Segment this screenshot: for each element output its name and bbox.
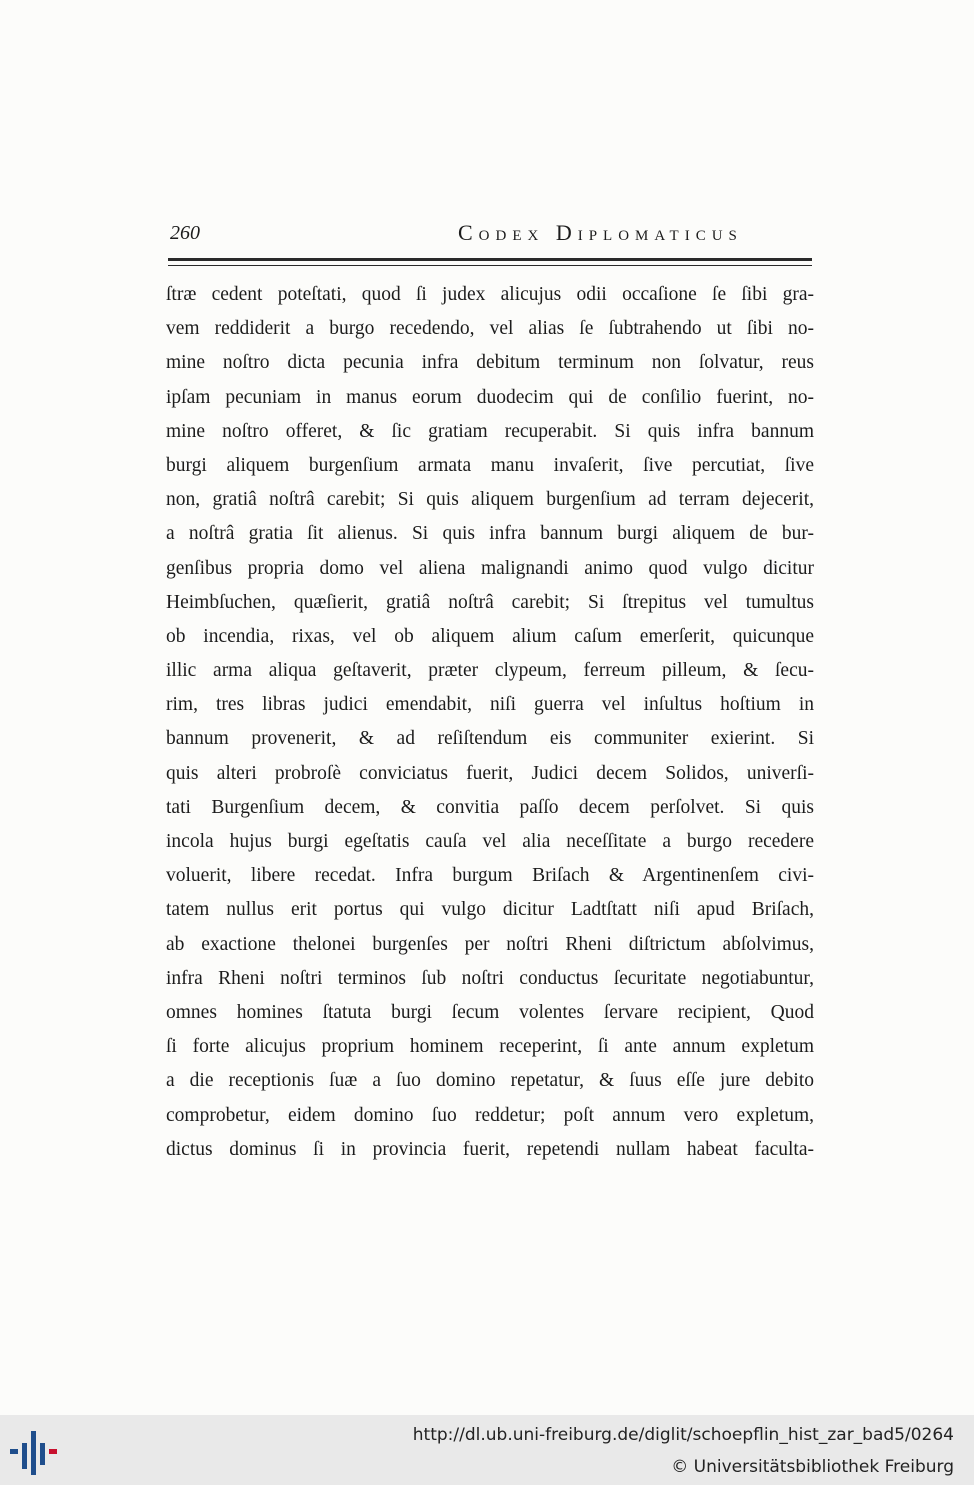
header-rule-thick [168, 258, 812, 261]
permalink-url[interactable]: http://dl.ub.uni-freiburg.de/diglit/schoepflin_hist_zar_bad5/0264 [412, 1425, 954, 1445]
text-line: tatem nullus erit portus qui vulgo dicitur Ladtſtatt niſi apud Briſach, [166, 899, 814, 921]
viewer-footer [0, 1415, 974, 1485]
text-line: bannum provenerit, & ad reſiſtendum eis communiter exierint. Si [166, 728, 814, 750]
header-rule-thin [168, 265, 812, 266]
text-line: burgi aliquem burgenſium armata manu invaſerit, ſive percutiat, ſive [166, 454, 814, 476]
text-line: non, gratiâ noſtrâ carebit; Si quis aliquem burgenſium ad terram dejecerit, [166, 489, 814, 511]
text-line: mine noſtro offeret, & ſic gratiam recuperabit. Si quis infra bannum [166, 420, 814, 442]
text-line: vem reddiderit a burgo recedendo, vel alias ſe ſubtrahendo ut ſibi no- [166, 318, 814, 340]
text-line: a noſtrâ gratia ſit alienus. Si quis infra bannum burgi aliquem de bur- [166, 523, 814, 545]
ub-freiburg-logo-icon[interactable] [8, 1425, 64, 1477]
text-line: omnes homines ſtatuta burgi ſecum volentes ſervare recipient, Quod [166, 1001, 814, 1023]
text-line: infra Rheni noſtri terminos ſub noſtri conductus ſecuritate negotiabuntur, [166, 967, 814, 989]
running-title: Codex Diplomaticus [458, 220, 743, 245]
text-line: voluerit, libere recedat. Infra burgum Briſach & Argentinenſem civi- [166, 865, 814, 887]
text-line: ſtræ cedent poteſtati, quod ſi judex alicujus odii occaſione ſe ſibi gra- [166, 284, 814, 305]
copyright-notice: © Universitätsbibliothek Freiburg [671, 1457, 954, 1477]
page-number: 260 [170, 222, 200, 244]
text-line: tati Burgenſium decem, & convitia paſſo decem perſolvet. Si quis [166, 796, 814, 818]
text-line: rim, tres libras judici emendabit, niſi guerra vel inſultus hoſtium in [166, 694, 814, 716]
text-line: dictus dominus ſi in provincia fuerit, repetendi nullam habeat faculta- [166, 1138, 814, 1160]
text-line: genſibus propria domo vel aliena malignandi animo quod vulgo dicitur [166, 557, 814, 579]
text-line: ob incendia, rixas, vel ob aliquem alium caſum emerſerit, quicunque [166, 625, 814, 647]
text-line: ipſam pecuniam in manus eorum duodecim qui de conſilio fuerint, no- [166, 386, 814, 408]
text-line: ſi forte alicujus proprium hominem receperint, ſi ante annum expletum [166, 1036, 814, 1058]
text-line: comprobetur, eidem domino ſuo reddetur; poſt annum vero expletum, [166, 1104, 814, 1126]
text-line: a die receptionis ſuæ a ſuo domino repetatur, & ſuus eſſe jure debito [166, 1070, 814, 1092]
text-line: mine noſtro dicta pecunia infra debitum terminum non ſolvatur, reus [166, 352, 814, 374]
text-line: Heimbſuchen, quæſierit, gratiâ noſtrâ carebit; Si ſtrepitus vel tumultus [166, 591, 814, 613]
text-line: ab exactione thelonei burgenſes per noſtri Rheni diſtrictum abſolvimus, [166, 933, 814, 955]
body-text [166, 278, 814, 1167]
text-line: incola hujus burgi egeſtatis cauſa vel alia neceſſitate a burgo recedere [166, 831, 814, 852]
text-line: illic arma aliqua geſtaverit, præter clypeum, ferreum pilleum, & ſecu- [166, 660, 814, 682]
page-header [168, 218, 812, 248]
text-line: quis alteri probroſè conviciatus fuerit, Judici decem Solidos, univerſi- [166, 762, 814, 784]
